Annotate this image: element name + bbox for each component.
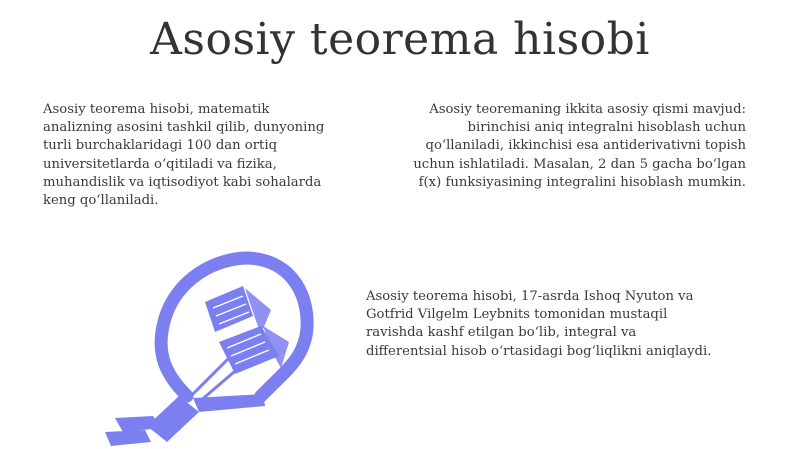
paragraph-two-parts: Asosiy teoremaning ikkita asosiy qismi mavjud: birinchisi aniq integralni hisoblash uchun qo‘llaniladi, ikkinchisi esa antiderivativni topish uchun ishlatiladi. Masalan, 2 dan 5 gacha bo‘lgan f(x) funksiyasining integralini hisoblash mumkin. xyxy=(413,102,746,190)
slide-title: Asosiy teorema hisobi xyxy=(150,14,650,65)
lightbulb-book-icon xyxy=(95,246,315,449)
paragraph-intro: Asosiy teorema hisobi, matematik analizning asosini tashkil qilib, dunyoning turli burchaklaridagi 100 dan ortiq universitetlarda o‘qitiladi va fizika, muhandislik va iqtisodiyot kabi sohalarda keng qo‘llaniladi. xyxy=(43,102,325,209)
paragraph-history: Asosiy teorema hisobi, 17-asrda Ishoq Nyuton va Gotfrid Vilgelm Leybnits tomonidan mustaqil ravishda kashf etilgan bo‘lib, integral va differentsial hisob o‘rtasidagi bog‘liqlikni aniqlaydi. xyxy=(366,289,712,359)
